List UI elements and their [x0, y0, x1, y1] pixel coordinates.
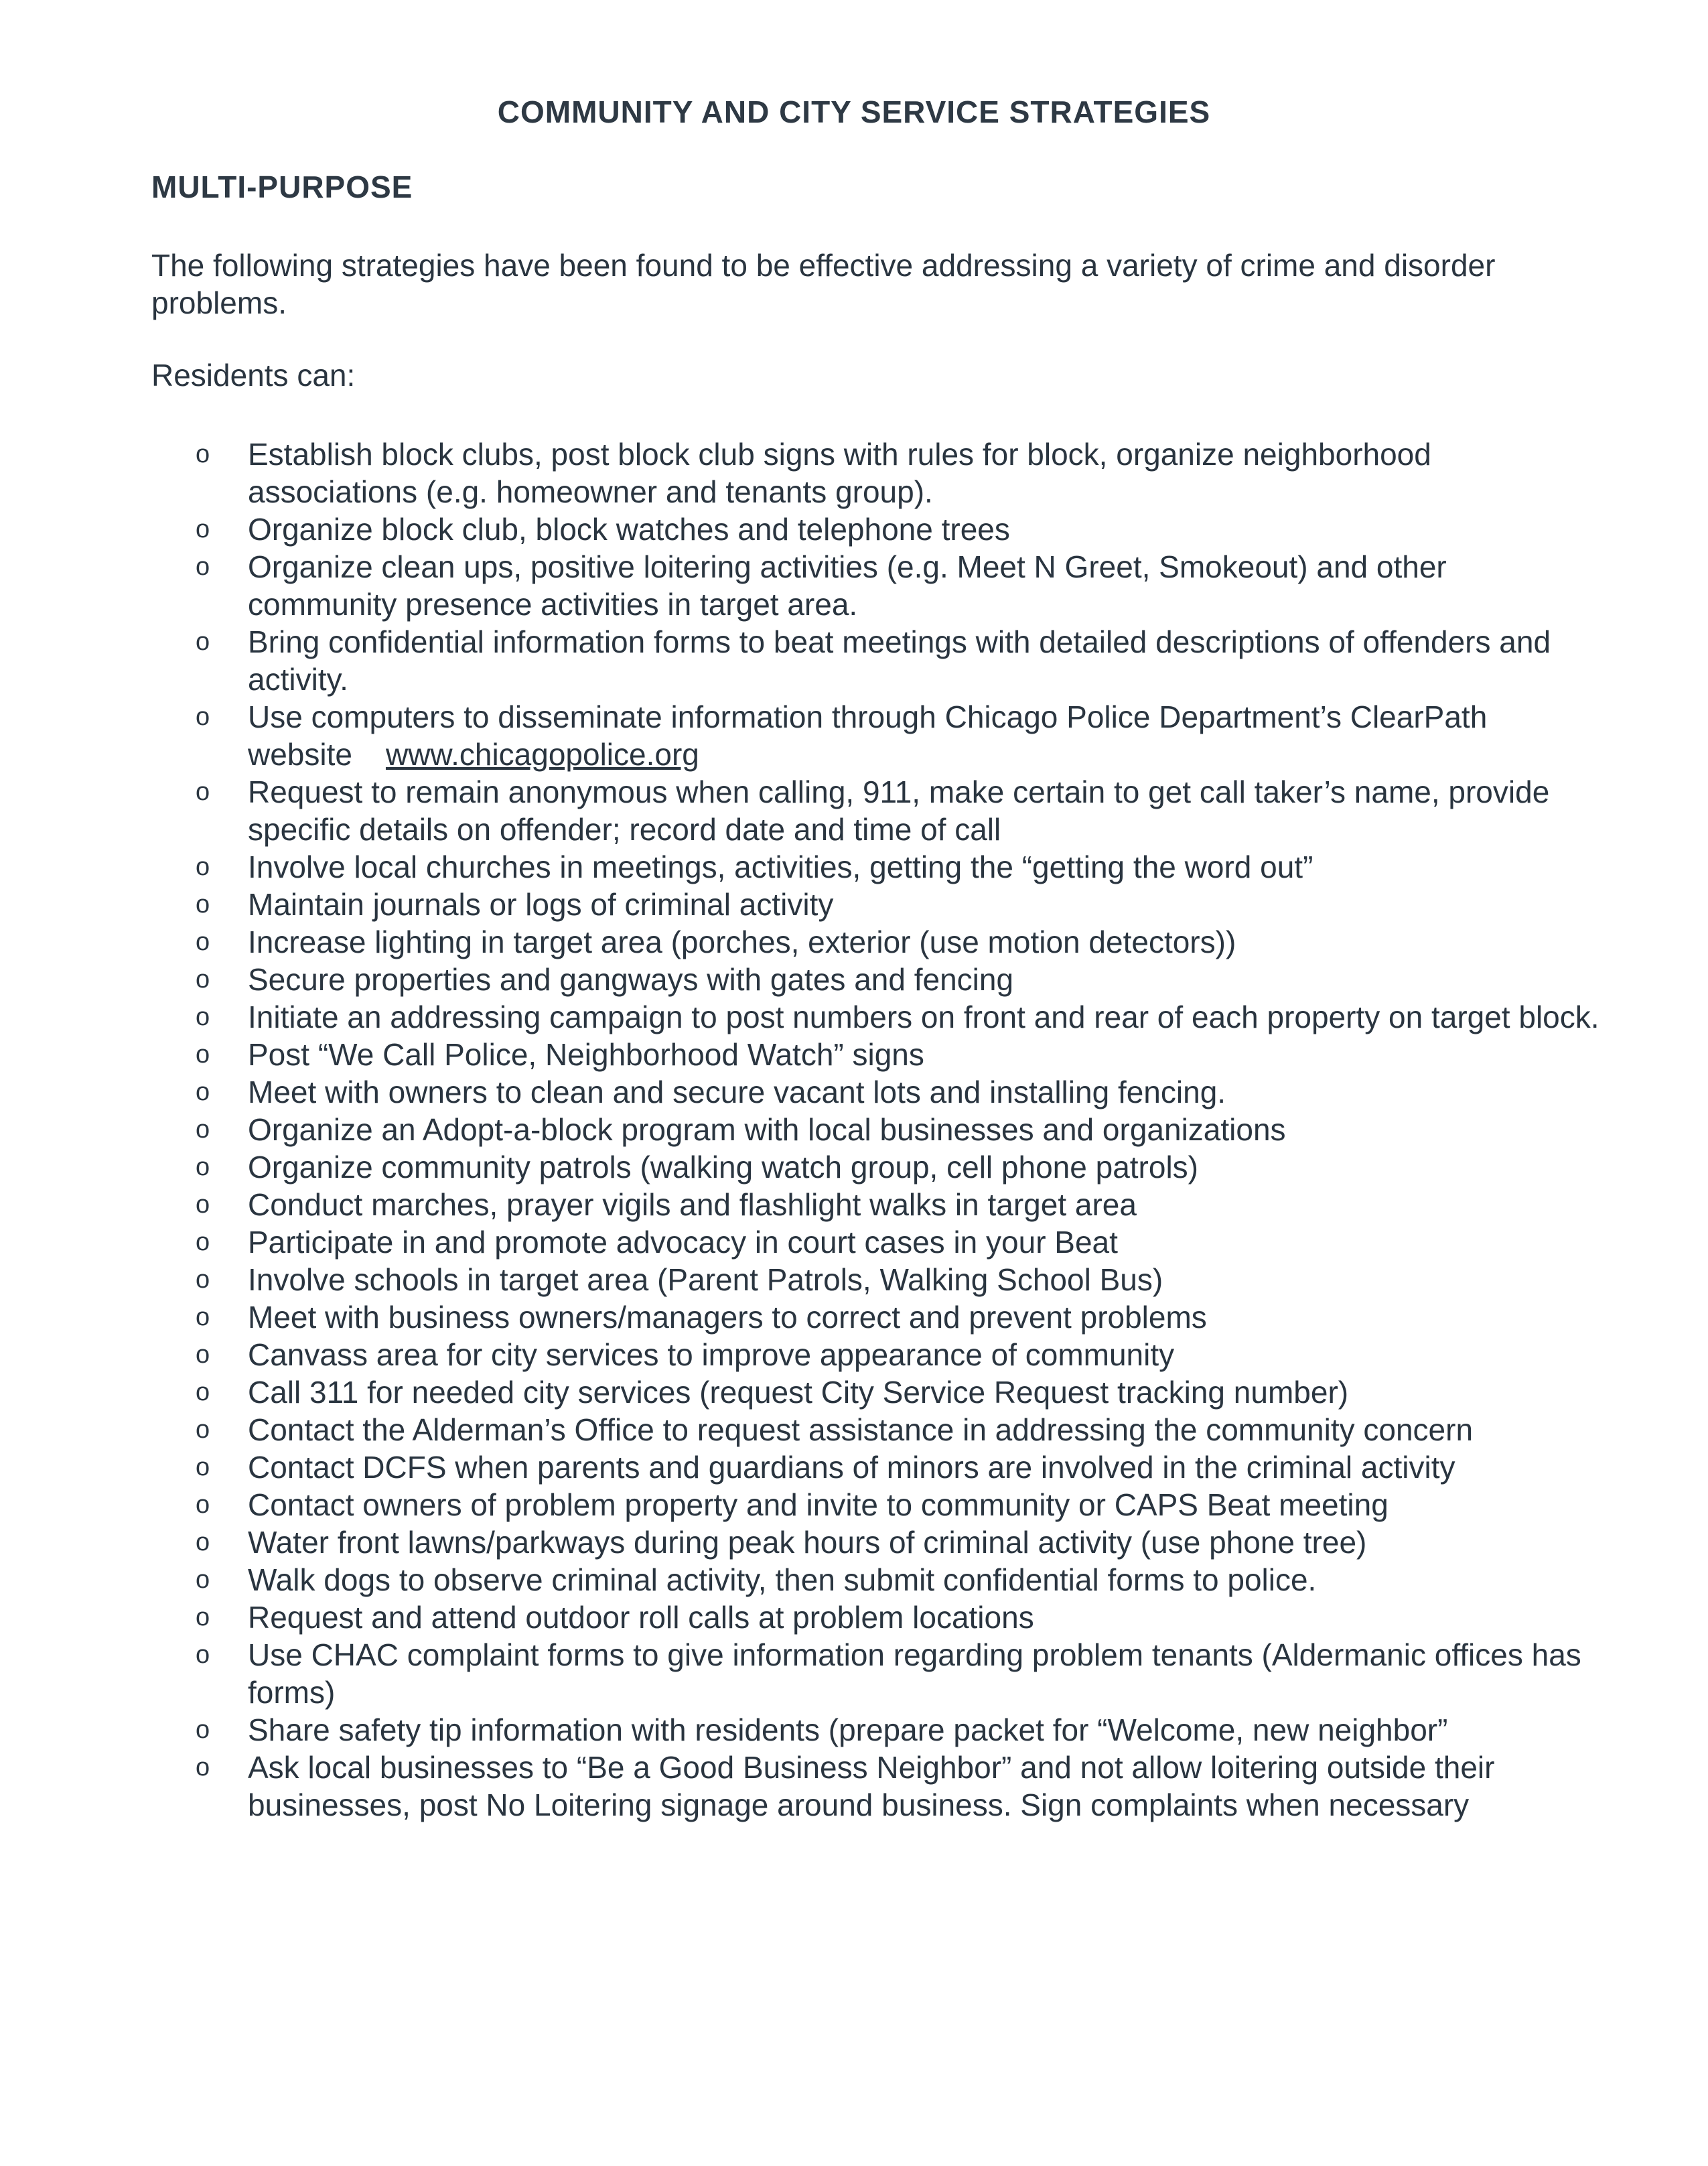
bullet-icon: o [196, 515, 210, 543]
list-item-text: Post “We Call Police, Neighborhood Watch” signs [248, 1037, 924, 1072]
list-item [194, 1223, 1601, 1261]
list-item [194, 1636, 1601, 1711]
bullet-icon: o [196, 1641, 210, 1669]
bullet-icon: o [196, 628, 210, 656]
list-item [194, 698, 1601, 773]
list-item [194, 848, 1601, 886]
list-item [194, 1036, 1601, 1073]
bullet-icon: o [196, 1115, 210, 1144]
list-item [194, 961, 1601, 998]
bullet-icon: o [196, 1716, 210, 1744]
list-item [194, 1599, 1601, 1636]
list-item [194, 1336, 1601, 1373]
bullet-icon: o [196, 778, 210, 806]
bullet-icon: o [196, 965, 210, 994]
website-link[interactable]: www.chicagopolice.org [385, 737, 699, 772]
list-item-text: Increase lighting in target area (porches, exterior (use motion detectors)) [248, 925, 1236, 959]
list-item [194, 1373, 1601, 1411]
list-item-text: Conduct marches, prayer vigils and flashlight walks in target area [248, 1187, 1137, 1222]
page-title: COMMUNITY AND CITY SERVICE STRATEGIES [497, 94, 1211, 129]
list-item-text: Initiate an addressing campaign to post numbers on front and rear of each property on target block. [248, 1000, 1599, 1034]
list-item-text: Participate in and promote advocacy in court cases in your Beat [248, 1225, 1118, 1260]
lead-text: Residents can: [151, 358, 356, 393]
intro-paragraph: The following strategies have been found to be effective addressing a variety of crime and disorder problems. [151, 248, 1496, 320]
list-item-text: Involve schools in target area (Parent Patrols, Walking School Bus) [248, 1262, 1163, 1297]
list-item-text: Request to remain anonymous when calling, 911, make certain to get call taker’s name, provide specific details on offender; record date and time of call [248, 774, 1550, 847]
bullet-icon: o [196, 1528, 210, 1556]
bullet-icon: o [196, 703, 210, 731]
list-item-text: Maintain journals or logs of criminal activity [248, 887, 834, 922]
list-item [194, 1148, 1601, 1186]
list-item-text: Meet with business owners/managers to correct and prevent problems [248, 1300, 1207, 1335]
list-item [194, 1186, 1601, 1223]
list-item [194, 1524, 1601, 1561]
bullet-icon: o [196, 1566, 210, 1594]
bullet-icon: o [196, 1078, 210, 1106]
list-item [194, 435, 1601, 511]
list-item-text: Canvass area for city services to improve appearance of community [248, 1337, 1175, 1372]
list-item-text: Establish block clubs, post block club signs with rules for block, organize neighborhood associations (e.g. homeowner and tenants group). [248, 437, 1431, 509]
list-item [194, 1111, 1601, 1148]
bullet-icon: o [196, 1416, 210, 1444]
list-item [194, 998, 1601, 1036]
list-item [194, 886, 1601, 923]
bullet-icon: o [196, 1228, 210, 1256]
bullet-icon: o [196, 1753, 210, 1781]
bullet-icon: o [196, 1378, 210, 1406]
bullet-icon: o [196, 853, 210, 881]
list-item-text: Organize an Adopt-a-block program with local businesses and organizations [248, 1112, 1286, 1147]
list-item-text: Organize clean ups, positive loitering activities (e.g. Meet N Greet, Smokeout) and other community presence activities in target area. [248, 549, 1447, 622]
list-item [194, 1261, 1601, 1298]
list-item [194, 1486, 1601, 1524]
strategy-list [194, 435, 1601, 1824]
list-item-text: Share safety tip information with residents (prepare packet for “Welcome, new neighbor” [248, 1712, 1448, 1747]
list-item [194, 1711, 1601, 1749]
list-item-text: Organize block club, block watches and telephone trees [248, 512, 1010, 547]
bullet-icon: o [196, 1040, 210, 1069]
bullet-icon: o [196, 1491, 210, 1519]
list-item-text: Organize community patrols (walking watch group, cell phone patrols) [248, 1150, 1198, 1184]
list-item-text: Walk dogs to observe criminal activity, then submit confidential forms to police. [248, 1562, 1317, 1597]
list-item [194, 1073, 1601, 1111]
list-item-text: Call 311 for needed city services (request City Service Request tracking number) [248, 1375, 1349, 1410]
list-item-text: Secure properties and gangways with gates and fencing [248, 962, 1014, 997]
list-item [194, 511, 1601, 548]
list-item-text: Water front lawns/parkways during peak hours of criminal activity (use phone tree) [248, 1525, 1367, 1560]
list-item-text: Involve local churches in meetings, activities, getting the “getting the word out” [248, 850, 1313, 884]
list-item [194, 623, 1601, 698]
list-item [194, 773, 1601, 848]
bullet-icon: o [196, 1341, 210, 1369]
list-item-text: Contact owners of problem property and invite to community or CAPS Beat meeting [248, 1487, 1389, 1522]
list-item-text: Meet with owners to clean and secure vacant lots and installing fencing. [248, 1075, 1226, 1109]
list-item-text: Use CHAC complaint forms to give information regarding problem tenants (Aldermanic offices has forms) [248, 1637, 1581, 1710]
bullet-icon: o [196, 1453, 210, 1481]
list-item [194, 923, 1601, 961]
bullet-icon: o [196, 890, 210, 919]
bullet-icon: o [196, 553, 210, 581]
list-item [194, 1448, 1601, 1486]
list-item [194, 1749, 1601, 1824]
list-item-text: Request and attend outdoor roll calls at problem locations [248, 1600, 1034, 1635]
section-heading: MULTI-PURPOSE [151, 170, 413, 204]
bullet-icon: o [196, 1603, 210, 1631]
list-item-text: Contact the Alderman’s Office to request assistance in addressing the community concern [248, 1412, 1474, 1447]
list-item-text: Contact DCFS when parents and guardians of minors are involved in the criminal activity [248, 1450, 1455, 1485]
list-item-text: Use computers to disseminate information through Chicago Police Department’s ClearPath website [248, 699, 1488, 772]
list-item [194, 548, 1601, 623]
bullet-icon: o [196, 1003, 210, 1031]
bullet-icon: o [196, 1153, 210, 1181]
list-item [194, 1298, 1601, 1336]
list-item-text: Ask local businesses to “Be a Good Business Neighbor” and not allow loitering outside their businesses, post No Loitering signage around business. Sign complaints when necessary [248, 1750, 1495, 1822]
list-item [194, 1411, 1601, 1448]
list-item-text: Bring confidential information forms to beat meetings with detailed descriptions of offenders and activity. [248, 624, 1551, 697]
bullet-icon: o [196, 1266, 210, 1294]
bullet-icon: o [196, 440, 210, 468]
bullet-icon: o [196, 928, 210, 956]
list-item [194, 1561, 1601, 1599]
bullet-icon: o [196, 1191, 210, 1219]
bullet-icon: o [196, 1303, 210, 1331]
